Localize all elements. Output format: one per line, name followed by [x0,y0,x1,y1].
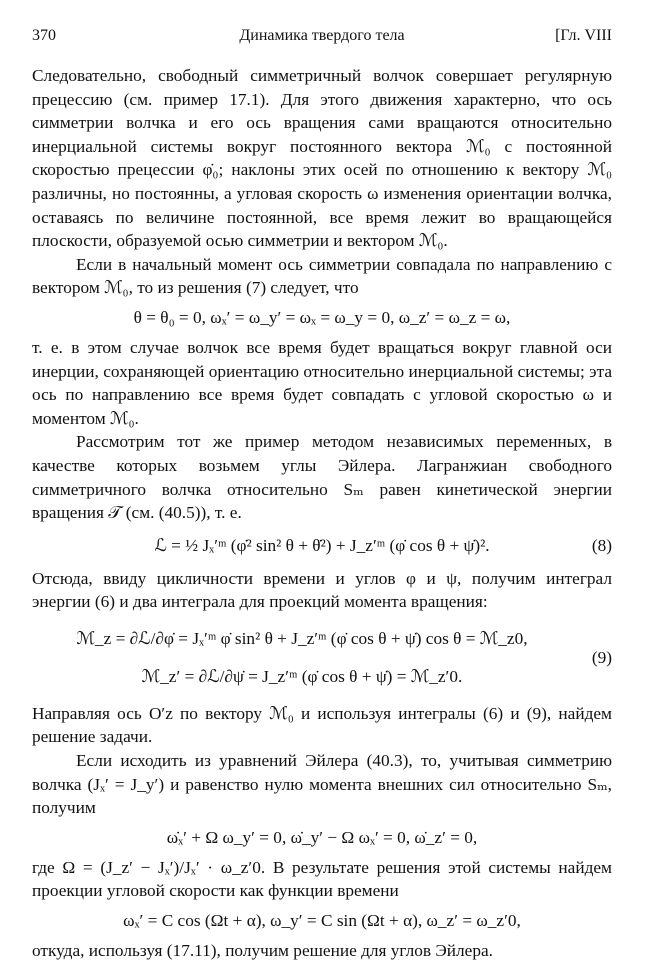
running-title: Динамика твердого тела [239,27,405,44]
paragraph-regular-precession: Следовательно, свободный симметричный волчок совершает регулярную прецессию (см. пример 17.1). Для этого движения характерно, что ось симметрии волчка и его ось вращения сами вращаются относительно инерциальной системы вокруг постоянного вектора ℳ₀ с постоянной скоростью прецессии φ̇₀; наклоны этих осей по отношению к вектору ℳ₀ различны, но постоянны, а угловая скорость ω изменения ориентации волчка, оставаясь по величине постоянной, все время лежит во вращающейся плоскости, образуемой осью симметрии и вектором ℳ₀. [32,66,612,251]
paragraph-euler-equations: Если исходить из уравнений Эйлера (40.3), то, учитывая симметрию волчка (Jₓ′ = J_y′) и равенство нулю момента внешних сил относительно Sₘ, получим [32,751,612,818]
paragraph-initial-condition: Если в начальный момент ось симметрии совпадала по направлению с вектором ℳ₀, то из решения (7) следует, что [32,254,612,298]
equation-euler-system: ω̇ₓ′ + Ω ω_y′ = 0, ω̇_y′ − Ω ωₓ′ = 0, ω̇_z′ = 0, [166,827,478,847]
paragraph-principal-axis: т. е. в этом случае волчок все время будет вращаться вокруг главной оси инерции, сохраняющей ориентацию относительно инерциальной системы; эта ось по направлению все время будет совпадать с угловой скоростью ω и моментом ℳ₀. [32,337,612,428]
equation-lagrangian [32,531,612,561]
equation-theta-zero: θ = θ₀ = 0, ωₓ′ = ω_y′ = ωₓ = ω_y = 0, ω_z′ = ω_z = ω, [133,307,511,327]
page-number: 370 [32,27,56,44]
equation-number-9: (9) [591,648,612,668]
equation-momentum-integrals [32,620,612,696]
page-body [32,64,612,963]
paragraph-final: откуда, используя (17.11), получим решение для углов Эйлера. [32,941,493,961]
equation-Mz: ℳ_z = ∂ℒ/∂φ̇ = Jₓ′ᵐ φ̇ sin² θ + J_z′ᵐ (φ̇ cos θ + ψ̇) cos θ = ℳ_z0, [76,628,528,648]
equation-angular-velocity-solution: ωₓ′ = C cos (Ωt + α), ω_y′ = C sin (Ωt + α), ω_z′ = ω_z′0, [123,911,521,931]
page-header [32,22,612,50]
equation-number-8: (8) [591,535,612,555]
chapter-label: [Гл. VIII [555,27,612,44]
paragraph-euler-angles: Рассмотрим тот же пример методом независимых переменных, в качестве которых возьмем углы Эйлера. Лагранжиан свободного симметричного волчка относительно Sₘ равен кинетической энергии вращения 𝒯 (см. (40.5)), т. е. [32,432,612,523]
equation-Mz-prime: ℳ_z′ = ∂ℒ/∂ψ̇ = J_z′ᵐ (φ̇ cos θ + ψ̇) = ℳ_z′0. [141,666,463,686]
paragraph-axis-direction: Направляя ось O′z по вектору ℳ₀ и используя интегралы (6) и (9), найдем решение задачи. [32,703,612,747]
paragraph-cyclic-coordinates: Отсюда, ввиду цикличности времени и углов φ и ψ, получим интеграл энергии (6) и два интеграла для проекций момента вращения: [32,568,612,612]
paragraph-omega-definition: где Ω = (J_z′ − Jₓ′)/Jₓ′ · ω_z′0. В результате решения этой системы найдем проекции угловой скорости как функции времени [32,857,612,901]
equation-lagrangian-body: ℒ = ½ Jₓ′ᵐ (φ̇² sin² θ + θ̇²) + J_z′ᵐ (φ̇ cos θ + ψ̇)². [154,535,490,555]
book-page [32,22,612,961]
